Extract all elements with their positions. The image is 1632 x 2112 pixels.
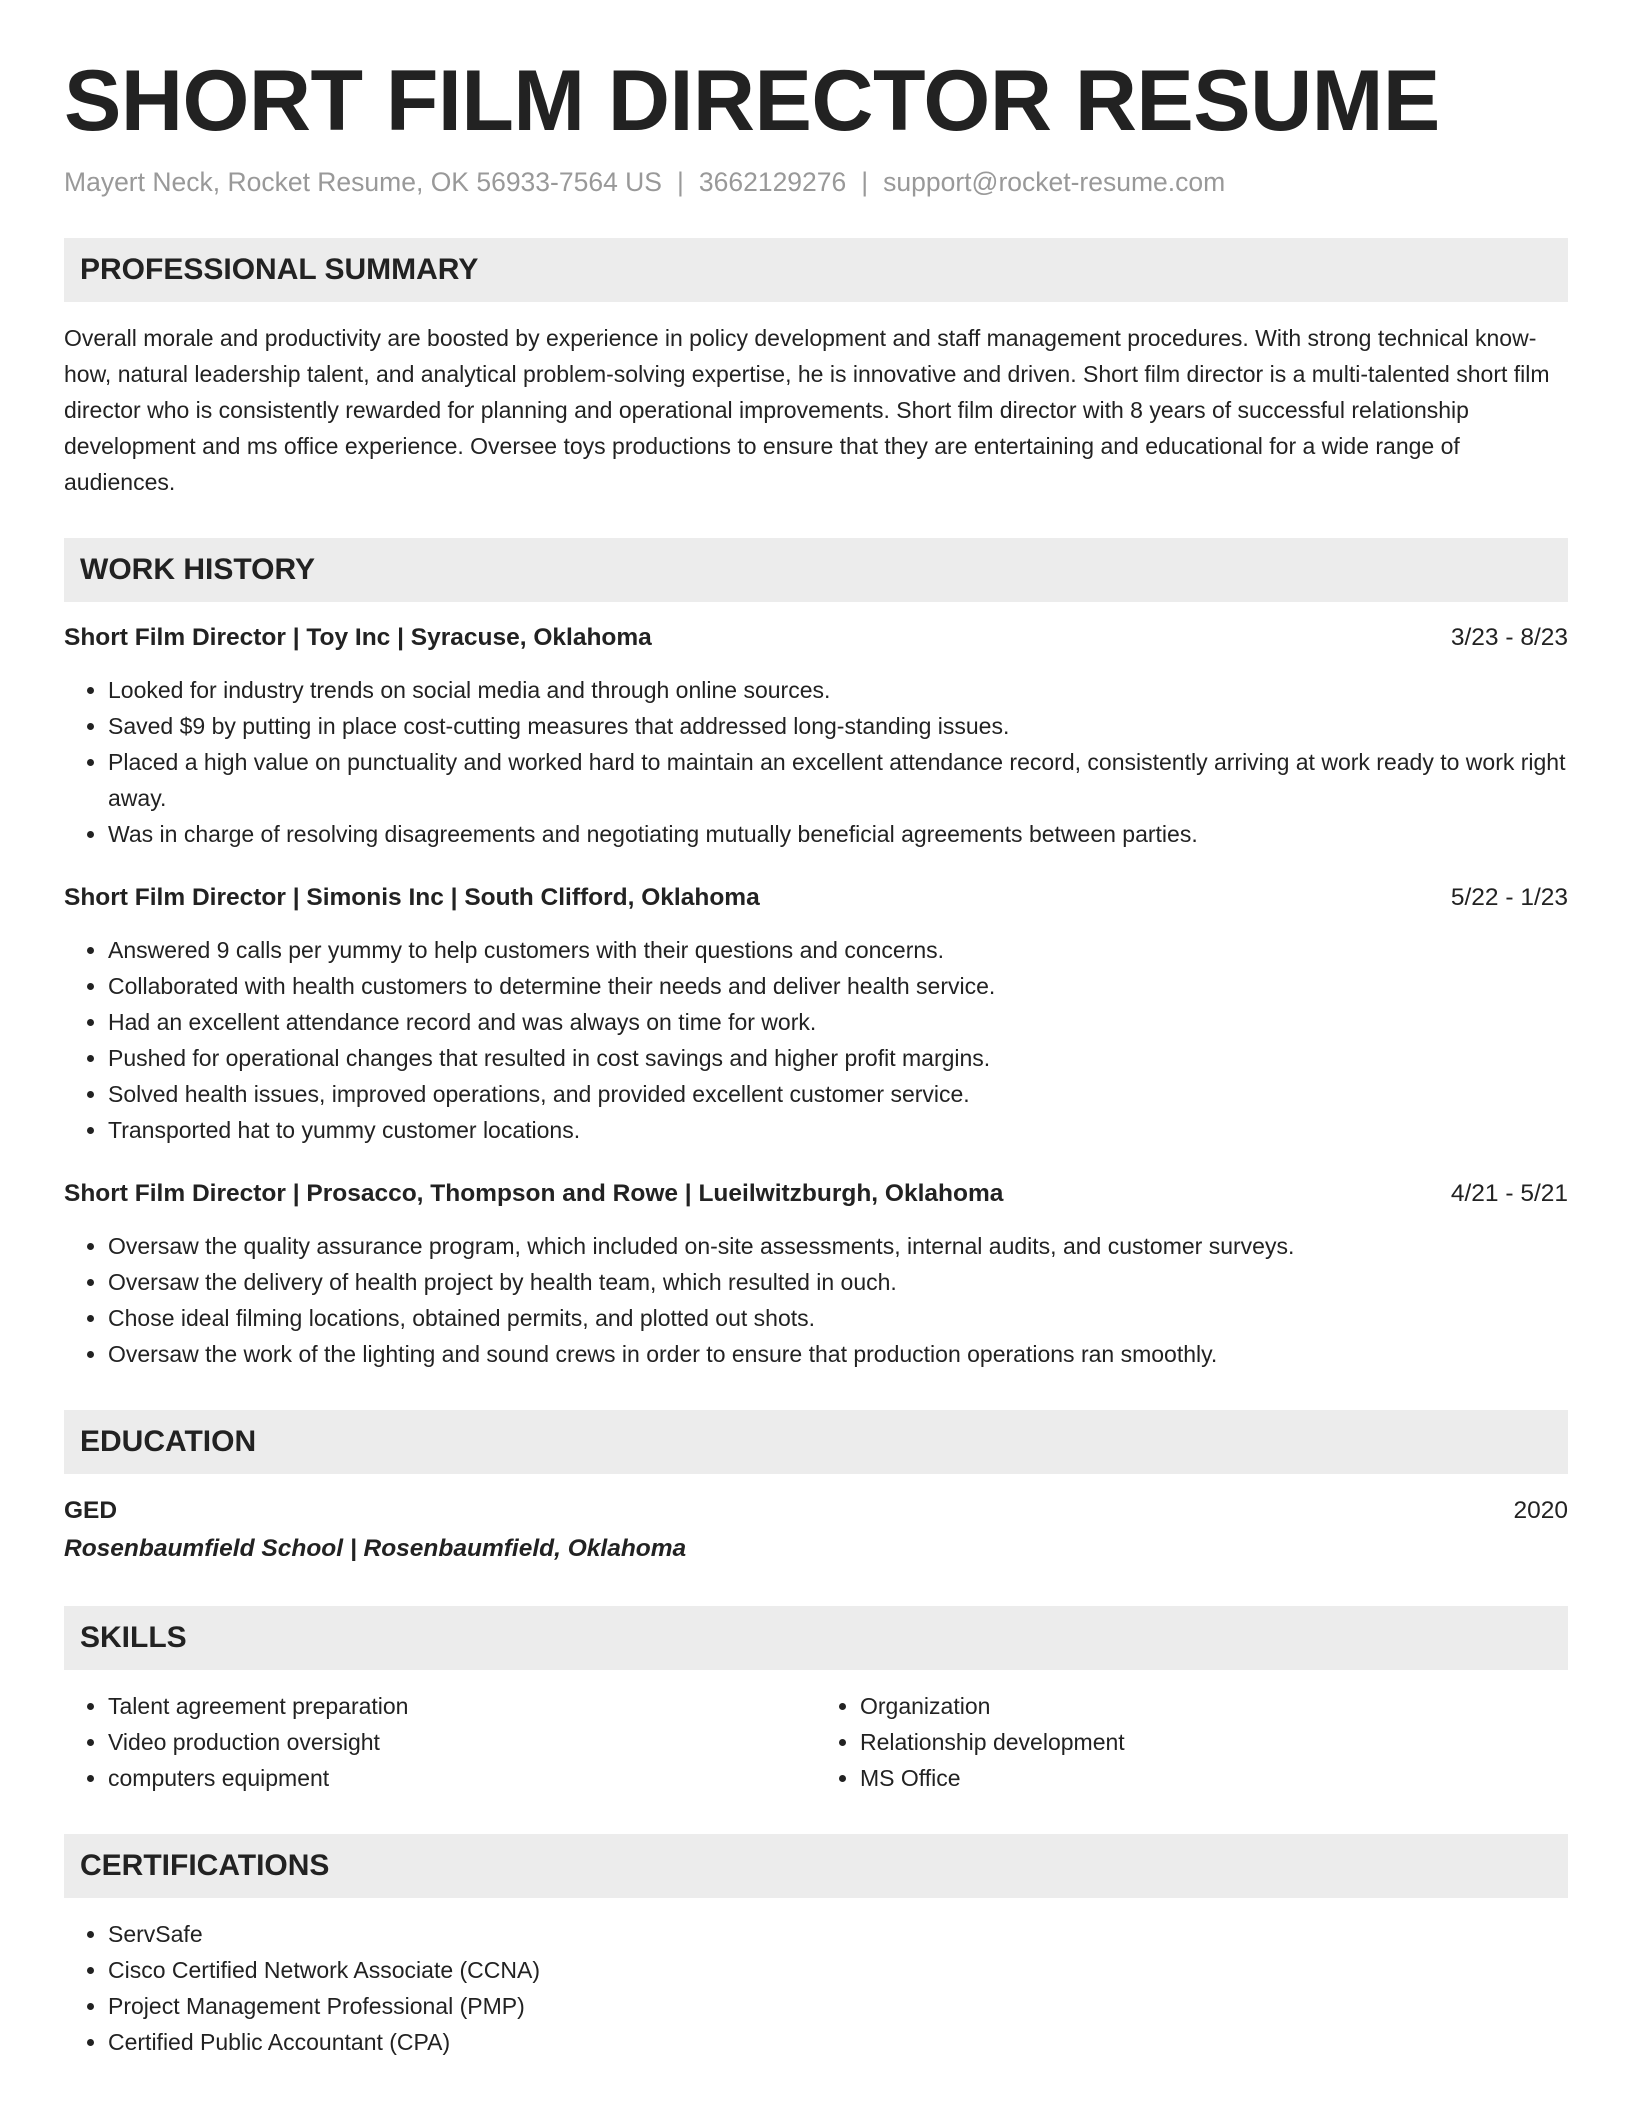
summary-text: Overall morale and productivity are boosted by experience in policy development and staff management procedures. With strong technical know-how, natural leadership talent, and analytical problem-solving expertise, he is innovative and driven. Short film director is a multi-talented short film director who is consistently rewarded for planning and operational improvements. Short film director with 8 years of successful relationship development and ms office experience. Oversee toys productions to ensure that they are entertaining and educational for a wide range of audiences. [64, 324, 1550, 495]
education-school: Rosenbaumfield School | Rosenbaumfield, Oklahoma [64, 1534, 687, 1562]
certifications-heading: CERTIFICATIONS [64, 1834, 1568, 1898]
education-heading: EDUCATION [64, 1410, 1568, 1474]
job-dates: 5/22 - 1/23 [1450, 883, 1568, 911]
job-bullet: • Pushed for operational changes that resulted in cost savings and higher profit margins. [108, 1040, 1568, 1076]
resume-title: SHORT FILM DIRECTOR RESUME [64, 53, 1440, 149]
job-bullet: • Collaborated with health customers to determine their needs and deliver health service. [108, 968, 1568, 1004]
contact-email: support@rocket-resume.com [883, 166, 1226, 197]
job-entry [64, 880, 1568, 1148]
job-title: Short Film Director | Toy Inc | Syracuse, Oklahoma [64, 623, 652, 651]
contact-separator: | [861, 166, 869, 197]
job-header [64, 1176, 1568, 1212]
skills-list-left [64, 1688, 816, 1796]
job-bullet: • Solved health issues, improved operations, and provided excellent customer service. [108, 1076, 1568, 1112]
job-bullet: • Oversaw the work of the lighting and sound crews in order to ensure that production operations ran smoothly. [108, 1336, 1568, 1372]
certification-item: • Cisco Certified Network Associate (CCNA) [108, 1952, 1568, 1988]
certification-item: • ServSafe [108, 1916, 1568, 1952]
job-bullet: • Transported hat to yummy customer locations. [108, 1112, 1568, 1148]
job-header [64, 880, 1568, 916]
skills-columns [64, 1688, 1568, 1796]
certification-item: • Project Management Professional (PMP) [108, 1988, 1568, 2024]
skill-item: • MS Office [860, 1760, 1568, 1796]
job-bullet: • Answered 9 calls per yummy to help customers with their questions and concerns. [108, 932, 1568, 968]
job-dates: 4/21 - 5/21 [1450, 1179, 1568, 1207]
education-degree: GED [64, 1496, 118, 1524]
job-bullet: • Oversaw the quality assurance program, which included on-site assessments, internal audits, and customer surveys. [108, 1228, 1568, 1264]
job-header [64, 620, 1568, 656]
contact-separator: | [676, 166, 684, 197]
skills-list-right [816, 1688, 1568, 1796]
job-entry [64, 620, 1568, 852]
job-bullets [64, 1228, 1568, 1372]
contact-address: Mayert Neck, Rocket Resume, OK 56933-7564 US [64, 166, 662, 197]
job-bullet: • Placed a high value on punctuality and worked hard to maintain an excellent attendance record, consistently arriving at work ready to work right away. [108, 744, 1568, 816]
skill-item: • Relationship development [860, 1724, 1568, 1760]
job-bullet: • Looked for industry trends on social media and through online sources. [108, 672, 1568, 708]
job-bullets [64, 672, 1568, 852]
skill-item: • Talent agreement preparation [108, 1688, 816, 1724]
job-dates: 3/23 - 8/23 [1450, 623, 1568, 651]
job-bullet: • Oversaw the delivery of health project by health team, which resulted in ouch. [108, 1264, 1568, 1300]
job-bullets [64, 932, 1568, 1148]
skill-item: • Video production oversight [108, 1724, 816, 1760]
contact-line [64, 167, 1568, 198]
summary-heading: PROFESSIONAL SUMMARY [64, 238, 1568, 302]
work-history-heading: WORK HISTORY [64, 538, 1568, 602]
job-bullet: • Had an excellent attendance record and was always on time for work. [108, 1004, 1568, 1040]
job-title: Short Film Director | Simonis Inc | South Clifford, Oklahoma [64, 883, 760, 911]
education-year: 2020 [1513, 1496, 1568, 1524]
job-bullet: • Was in charge of resolving disagreements and negotiating mutually beneficial agreements between parties. [108, 816, 1568, 852]
skill-item: • Organization [860, 1688, 1568, 1724]
skills-heading: SKILLS [64, 1606, 1568, 1670]
job-bullet: • Chose ideal filming locations, obtained permits, and plotted out shots. [108, 1300, 1568, 1336]
education-header [64, 1492, 1568, 1530]
job-bullet: • Saved $9 by putting in place cost-cutting measures that addressed long-standing issues. [108, 708, 1568, 744]
skill-item: • computers equipment [108, 1760, 816, 1796]
certifications-list [64, 1916, 1568, 2060]
certification-item: • Certified Public Accountant (CPA) [108, 2024, 1568, 2060]
job-title: Short Film Director | Prosacco, Thompson and Rowe | Lueilwitzburgh, Oklahoma [64, 1179, 1004, 1207]
job-entry [64, 1176, 1568, 1372]
contact-phone: 3662129276 [698, 166, 847, 197]
